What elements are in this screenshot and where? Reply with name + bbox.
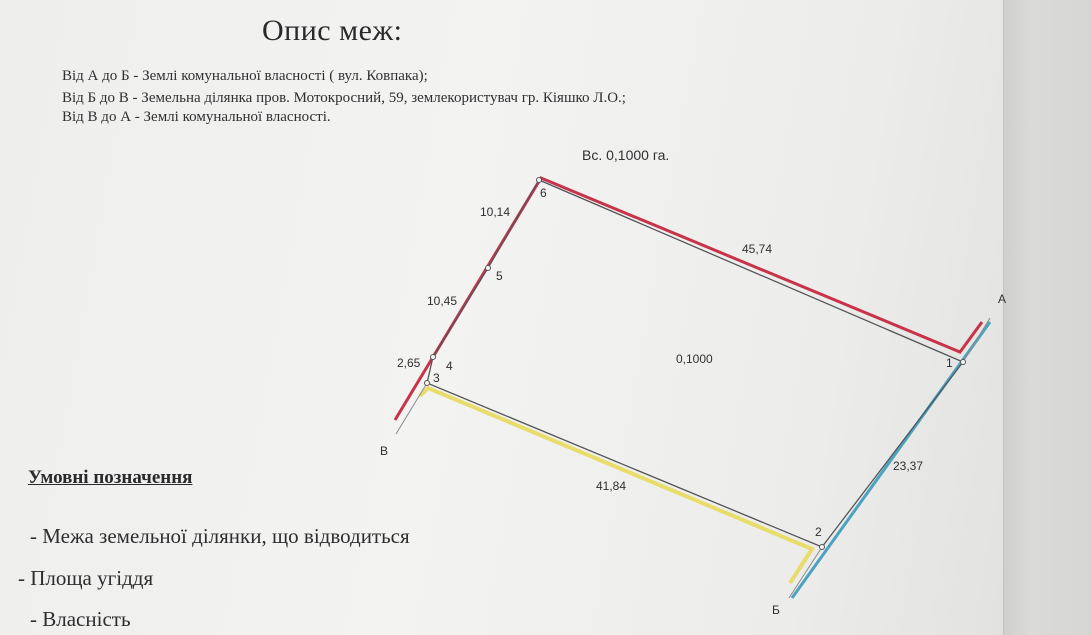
vertex-label-3: 3 <box>433 371 440 385</box>
plot-area-value: 0,1000 <box>676 352 713 366</box>
legend-item-boundary: - Межа земельної ділянки, що відводиться <box>30 524 410 548</box>
corner-letter-a: А <box>998 292 1007 306</box>
legend-title: Умовні позначення <box>28 467 193 488</box>
vertex-label-5: 5 <box>496 269 503 283</box>
vertex-marker-5 <box>486 266 491 271</box>
segment-length-2-3: 41,84 <box>596 479 627 493</box>
vertex-label-6: 6 <box>540 186 547 200</box>
segment-length-3-4: 2,65 <box>397 356 421 370</box>
boundary-description-a-b: Від А до Б - Землі комунальної власності ( вул. Ковпака); <box>62 68 428 84</box>
boundary-description-v-a: Від В до А - Землі комунальної власності. <box>62 109 331 125</box>
page-title: Опис меж: <box>262 14 403 47</box>
segment-length-4-5: 10,45 <box>427 294 458 308</box>
boundary-bands <box>395 178 990 598</box>
corner-letter-b: Б <box>772 603 780 617</box>
segment-length-1-2: 23,37 <box>893 459 924 473</box>
vertex-marker-3 <box>425 381 430 386</box>
boundary-blue-band <box>792 322 990 598</box>
total-area-label: Вс. 0,1000 га. <box>582 147 670 163</box>
vertex-label-1: 1 <box>946 356 953 370</box>
boundary-description-b-v: Від Б до В - Земельна ділянка пров. Мотокросний, 59, землекористувач гр. Кіяшко Л.О.; <box>62 90 626 106</box>
vertex-label-4: 4 <box>446 359 453 373</box>
legend-item-area: - Площа угіддя <box>18 566 154 590</box>
segment-length-6-1: 45,74 <box>742 242 773 256</box>
vertex-marker-6 <box>537 178 542 183</box>
vertex-marker-4 <box>431 355 436 360</box>
vertex-label-2: 2 <box>815 525 822 539</box>
legend-item-ownership: - Власність <box>30 607 131 631</box>
vertex-marker-2 <box>820 545 825 550</box>
extension-line-b <box>789 547 822 598</box>
vertex-marker-1 <box>961 360 966 365</box>
corner-letter-v: В <box>380 444 389 458</box>
segment-length-5-6: 10,14 <box>480 205 511 219</box>
